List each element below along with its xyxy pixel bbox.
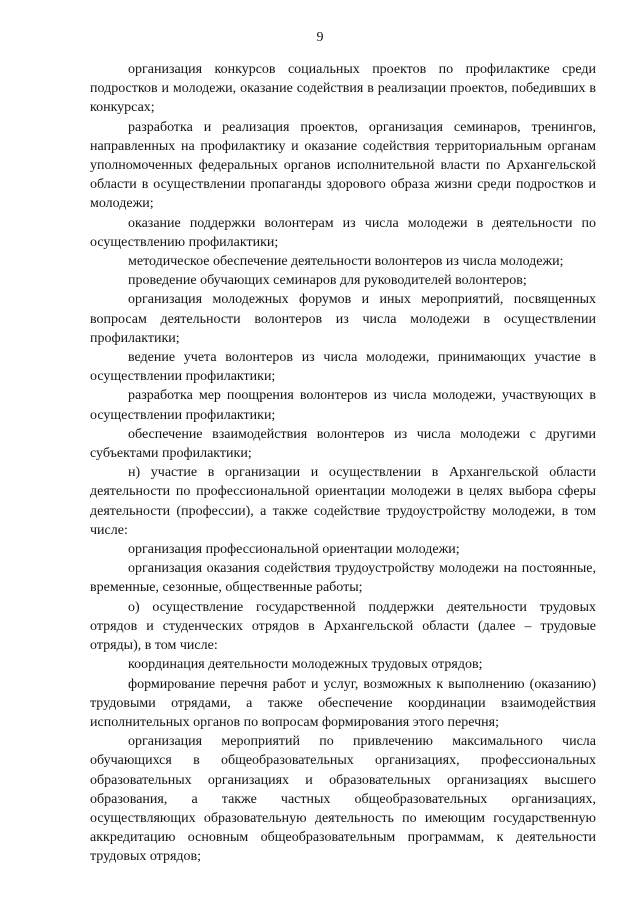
paragraph: оказание поддержки волонтерам из числа молодежи в деятельности по осуществлению профилактики;	[90, 215, 596, 250]
paragraph: организация мероприятий по привлечению максимального числа обучающихся в общеобразовательных организациях, профессиональных образовательных организациях и образовательных организациях высшего образования, а также частных общеобразовательных организациях, осуществляющих образовательную деятельность по имеющим государственную аккредитацию основным общеобразовательным программам, к деятельности трудовых отрядов;	[90, 734, 596, 865]
page-number: 9	[316, 30, 324, 45]
paragraph: организация молодежных форумов и иных мероприятий, посвященных вопросам деятельности волонтеров из числа молодежи в осуществлении профилактики;	[90, 292, 596, 346]
paragraph: проведение обучающих семинаров для руководителей волонтеров;	[128, 273, 527, 289]
paragraph: организация конкурсов социальных проектов по профилактике среди подростков и молодежи, оказание содействия в реализации проектов, победивших в конкурсах;	[90, 62, 596, 116]
paragraph: разработка и реализация проектов, организация семинаров, тренингов, направленных на профилактику и оказание содействия территориальным органам уполномоченных федеральных органов исполнительной власти по Архангельской области в осуществлении пропаганды здорового образа жизни среди подростков и молодежи;	[90, 119, 596, 212]
paragraph: о) осуществление государственной поддержки деятельности трудовых отрядов и студенческих отрядов в Архангельской области (далее – трудовые отряды), в том числе:	[90, 599, 596, 654]
paragraph: обеспечение взаимодействия волонтеров из числа молодежи с другими субъектами профилактики;	[90, 426, 596, 462]
paragraph: ведение учета волонтеров из числа молодежи, принимающих участие в осуществлении профилактики;	[90, 350, 596, 385]
paragraph: разработка мер поощрения волонтеров из числа молодежи, участвующих в осуществлении профилактики;	[90, 388, 596, 423]
paragraph: методическое обеспечение деятельности волонтеров из числа молодежи;	[128, 254, 564, 270]
paragraph: н) участие в организации и осуществлении в Архангельской области деятельности по профессиональной ориентации молодежи в целях выбора сферы деятельности (профессии), а также содействие трудоустройству молодежи, в том числе:	[90, 465, 596, 538]
body-text	[90, 60, 596, 867]
paragraph: организация оказания содействия трудоустройству молодежи на постоянные, временные, сезонные, общественные работы;	[90, 561, 596, 596]
paragraph: координация деятельности молодежных трудовых отрядов;	[128, 657, 483, 673]
paragraph: формирование перечня работ и услуг, возможных к выполнению (оказанию) трудовыми отрядами, а также обеспечение координации взаимодействия исполнительных органов по вопросам формирования этого перечня;	[90, 676, 596, 730]
paragraph: организация профессиональной ориентации молодежи;	[128, 542, 460, 558]
